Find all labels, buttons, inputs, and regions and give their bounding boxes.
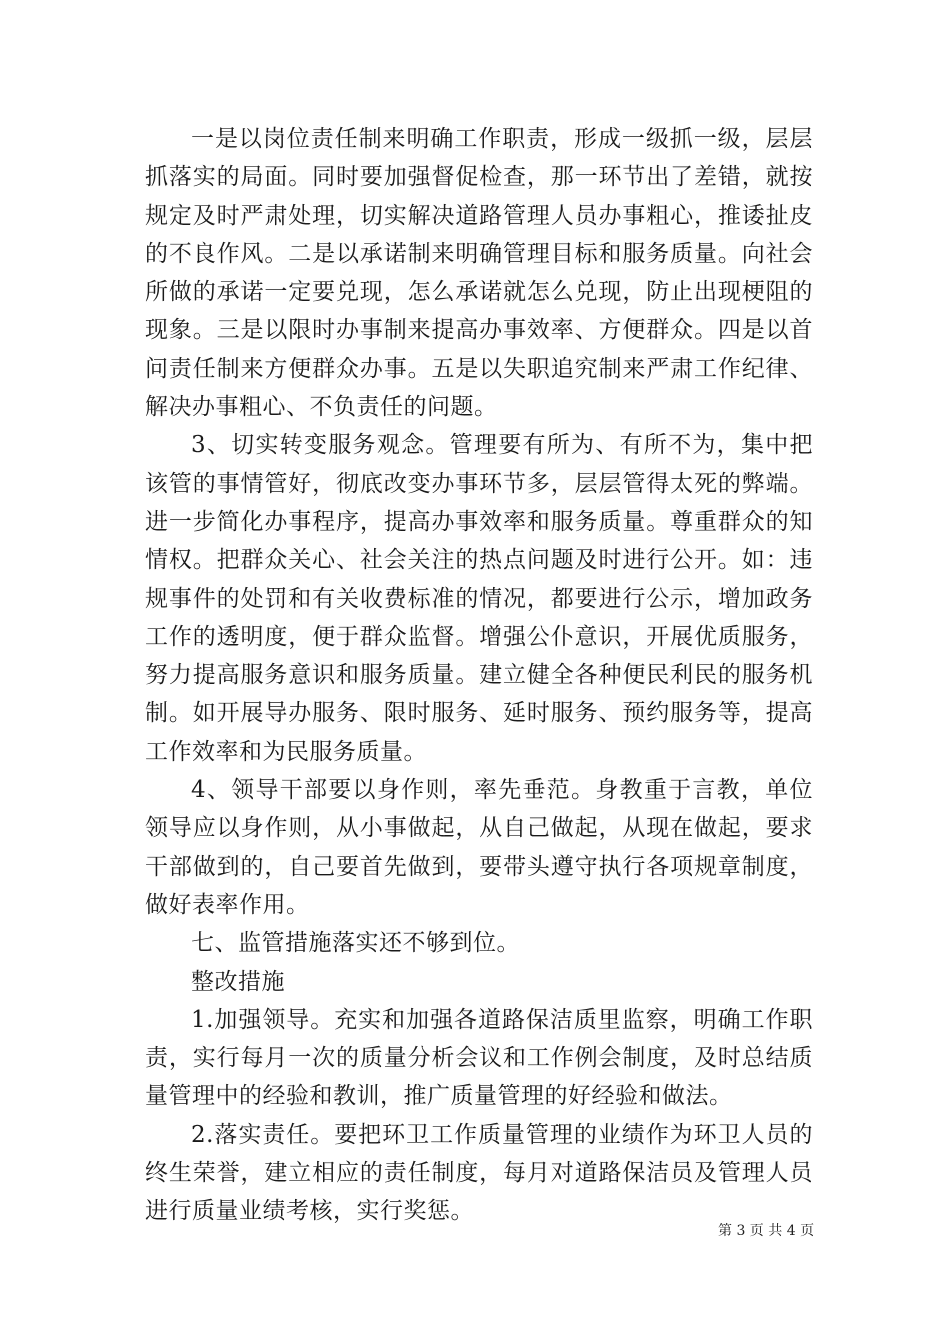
paragraph-rectification-heading: 整改措施	[191, 968, 285, 995]
paragraph-service-concept: 3、切实转变服务观念。管理要有所为、有所不为，集中把该管的事情管好，彻底改变办事环节多，层层管得太死的弊端。进一步简化办事程序，提高办事效率和服务质量。尊重群众的知情权。把群众关心、社会关注的热点问题及时进行公开。如：违规事件的处罚和有关收费标准的情况，都要进行公示，增加政务工作的透明度，便于群众监督。增强公仆意识，开展优质服务，努力提高服务意识和服务质量。建立健全各种便民利民的服务机制。如开展导办服务、限时服务、延时服务、预约服务等，提高工作效率和为民服务质量。	[145, 432, 813, 765]
document-body	[145, 120, 813, 1231]
paragraph-section-seven-heading: 七、监管措施落实还不够到位。	[191, 930, 520, 957]
paragraph-strengthen-leadership: 1.加强领导。充实和加强各道路保洁质里监察，明确工作职责，实行每月一次的质量分析会议和工作例会制度，及时总结质量管理中的经验和教训，推广质量管理的好经验和做法。	[145, 1006, 813, 1110]
paragraph-responsibility-systems: 一是以岗位责任制来明确工作职责，形成一级抓一级，层层抓落实的局面。同时要加强督促检查，那一环节出了差错，就按规定及时严肃处理，切实解决道路管理人员办事粗心，推诿扯皮的不良作风。二是以承诺制来明确管理目标和服务质量。向社会所做的承诺一定要兑现，怎么承诺就怎么兑现，防止出现梗阻的现象。三是以限时办事制来提高办事效率、方便群众。四是以首问责任制来方便群众办事。五是以失职追究制来严肃工作纪律、解决办事粗心、不负责任的问题。	[145, 126, 813, 421]
paragraph-leadership-example: 4、领导干部要以身作则，率先垂范。身教重于言教，单位领导应以身作则，从小事做起，从自己做起，从现在做起，要求干部做到的，自己要首先做到，要带头遵守执行各项规章制度，做好表率作用。	[145, 777, 813, 918]
paragraph-implement-responsibility: 2.落实责任。要把环卫工作质量管理的业绩作为环卫人员的终生荣誉，建立相应的责任制度，每月对道路保洁员及管理人员进行质量业绩考核，实行奖惩。	[145, 1121, 813, 1225]
page-number-footer: 第 3 页 共 4 页	[718, 1223, 815, 1239]
